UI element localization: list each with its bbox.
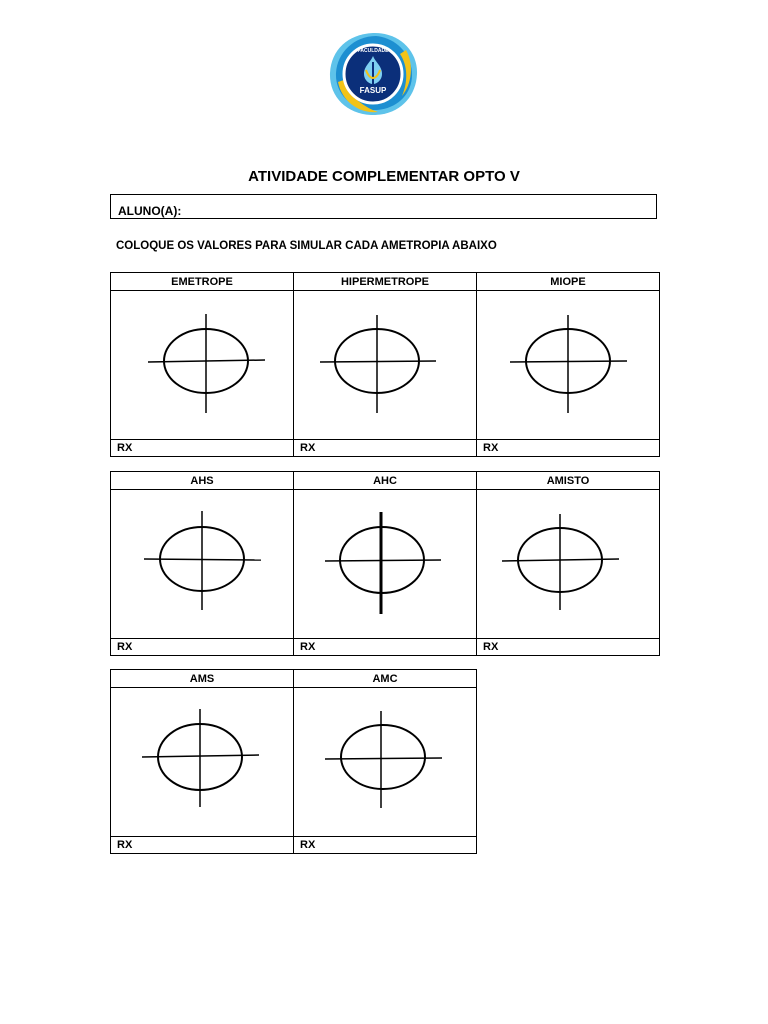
logo-top-text: FACULDADE <box>357 48 389 54</box>
cell-heading: AMC <box>294 670 477 688</box>
ametropia-grid-2 <box>110 471 660 656</box>
page-title: ATIVIDADE COMPLEMENTAR OPTO V <box>248 168 520 185</box>
optical-cross-diagram <box>294 688 477 836</box>
cross-diagram-cell <box>294 291 477 440</box>
rx-field[interactable]: RX <box>294 639 477 656</box>
instructions-text: COLOQUE OS VALORES PARA SIMULAR CADA AMETROPIA ABAIXO <box>116 240 497 252</box>
fasup-logo <box>326 30 420 118</box>
cross-diagram-cell <box>111 688 294 837</box>
cell-heading: AHS <box>111 472 294 490</box>
cross-diagram-cell <box>111 490 294 639</box>
rx-field[interactable]: RX <box>111 440 294 457</box>
cross-diagram-cell <box>111 291 294 440</box>
rx-field[interactable]: RX <box>294 440 477 457</box>
optical-cross-diagram <box>111 688 294 836</box>
cell-heading: EMETROPE <box>111 273 294 291</box>
optical-cross-diagram <box>477 490 660 638</box>
rx-field[interactable]: RX <box>111 837 294 854</box>
ametropia-grid-3 <box>110 669 477 854</box>
cross-diagram-cell <box>477 490 660 639</box>
optical-cross-diagram <box>477 291 660 439</box>
logo-name: FASUP <box>359 86 387 95</box>
cell-heading: AMISTO <box>477 472 660 490</box>
rx-field[interactable]: RX <box>477 440 660 457</box>
optical-cross-diagram <box>294 291 477 439</box>
optical-cross-diagram <box>111 490 294 638</box>
cell-heading: HIPERMETROPE <box>294 273 477 291</box>
rx-field[interactable]: RX <box>111 639 294 656</box>
rx-field[interactable]: RX <box>294 837 477 854</box>
rx-field[interactable]: RX <box>477 639 660 656</box>
optical-cross-diagram <box>111 291 294 439</box>
cell-heading: AMS <box>111 670 294 688</box>
cross-diagram-cell <box>294 688 477 837</box>
student-name-field[interactable] <box>110 194 657 219</box>
ametropia-grid-1 <box>110 272 660 457</box>
cross-diagram-cell <box>477 291 660 440</box>
optical-cross-diagram <box>294 490 477 638</box>
cell-heading: AHC <box>294 472 477 490</box>
cross-diagram-cell <box>294 490 477 639</box>
student-name-label: ALUNO(A): <box>118 204 182 218</box>
cell-heading: MIOPE <box>477 273 660 291</box>
